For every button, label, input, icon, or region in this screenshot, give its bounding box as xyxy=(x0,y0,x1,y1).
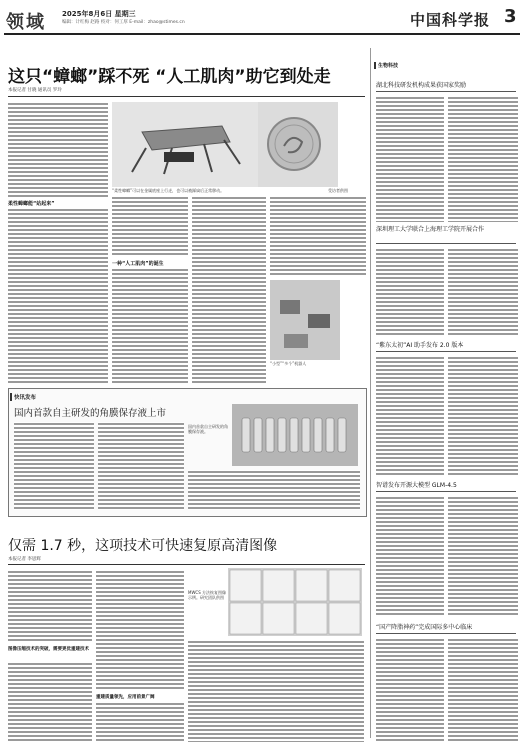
brief-text xyxy=(376,356,444,476)
second-headline-rule xyxy=(8,564,365,565)
coin-photo xyxy=(258,102,338,187)
brief-headline: 深圳理工大学联合上海理工学院开展合作 xyxy=(376,226,485,233)
brief-rule xyxy=(376,243,516,244)
main-headline: 这只“蟑螂”踩不死 “人工肌肉”助它到处走 xyxy=(8,67,331,87)
robot-group-photo xyxy=(270,280,340,360)
news-box-caption: 国内首款自主研发的角膜保存液。 xyxy=(188,424,228,434)
tag-marker xyxy=(10,393,12,401)
column-divider xyxy=(370,48,371,738)
brief-text xyxy=(376,96,444,222)
newspaper-masthead: 中国科学报 xyxy=(410,11,491,29)
headline-rule xyxy=(8,96,365,97)
body-text-column xyxy=(8,570,92,642)
brief-text xyxy=(448,496,518,616)
vials-photo xyxy=(232,404,358,466)
right-column-label: 生物科技 xyxy=(378,63,399,69)
article-subhead: 图像压缩技术的突破，需要更优重建技术 xyxy=(8,647,89,652)
body-text-column xyxy=(96,702,184,742)
image-grid-illustration xyxy=(228,568,362,636)
body-text-column xyxy=(96,570,184,690)
robot-group-illustration xyxy=(270,280,340,360)
figure-caption: “小型”“多个”机器人 xyxy=(270,361,307,366)
second-headline: 仅需 1.7 秒，这项技术可快速复原高清图像 xyxy=(8,538,278,554)
second-byline: 本报记者 李思辉 xyxy=(8,557,41,562)
main-byline: 本报记者 甘晓 通讯员 罗玲 xyxy=(8,88,62,93)
section-title: 领域 xyxy=(6,12,46,33)
body-text-column xyxy=(14,422,94,510)
image-comparison-photo xyxy=(228,568,362,636)
brief-rule xyxy=(376,351,516,352)
article-subhead: 一种“人工肌肉”的诞生 xyxy=(112,261,164,267)
brief-rule xyxy=(376,491,516,492)
news-box-tag: 快讯发布 xyxy=(14,395,37,401)
article-subhead: 重建质量领先，应用前景广阔 xyxy=(96,695,155,700)
brief-text xyxy=(448,248,518,336)
body-text-column xyxy=(8,662,92,742)
brief-headline: 智谱发布开源大模型 GLM-4.5 xyxy=(376,482,457,489)
article-subhead: 柔性蟑螂能“站起来” xyxy=(8,201,55,207)
robot-illustration xyxy=(112,102,258,187)
page-number: 3 xyxy=(504,6,517,27)
body-text-column xyxy=(270,196,366,276)
coin-illustration xyxy=(258,102,338,187)
brief-rule xyxy=(376,633,516,634)
brief-text xyxy=(448,356,518,476)
second-photo-caption: MWCS 方法恢复图像示例。研究团队供图 xyxy=(188,590,227,600)
body-text-column xyxy=(8,102,108,197)
body-text-column xyxy=(188,470,360,510)
robot-photo xyxy=(112,102,258,187)
brief-text xyxy=(448,638,518,742)
body-text-column xyxy=(112,268,188,383)
header-rule xyxy=(4,33,520,35)
brief-text xyxy=(376,638,444,742)
brief-text xyxy=(376,496,444,616)
brief-text xyxy=(448,96,518,222)
brief-headline: “紫东太初”AI 助手发布 2.0 版本 xyxy=(376,342,464,349)
issue-date: 2025年8月6日 星期三 xyxy=(62,10,136,18)
brief-text xyxy=(376,248,444,336)
right-column-marker xyxy=(374,62,376,69)
news-box-headline: 国内首款自主研发的角膜保存液上市 xyxy=(14,408,167,419)
body-text-column xyxy=(98,422,184,510)
vials-illustration xyxy=(232,404,358,466)
editor-credits: 编辑：计红梅 赵路 校对：何工厚 E-mail：zhao@stimes.cn xyxy=(62,20,185,25)
body-text-column xyxy=(192,196,266,383)
brief-headline: 湖北科技研发机构成果获国家奖励 xyxy=(376,82,467,89)
photo-caption: “柔性蟑螂”可以在金属底座上行走，也可以被踩扁后正常移动。 xyxy=(112,188,225,193)
brief-rule xyxy=(376,91,516,92)
body-text-column xyxy=(8,208,108,383)
brief-headline: “国产降脂神药”完成国际多中心临床 xyxy=(376,624,473,631)
body-text-column xyxy=(112,196,188,256)
photo-credit: 受访者供图 xyxy=(328,188,348,193)
body-text-column xyxy=(188,640,364,742)
